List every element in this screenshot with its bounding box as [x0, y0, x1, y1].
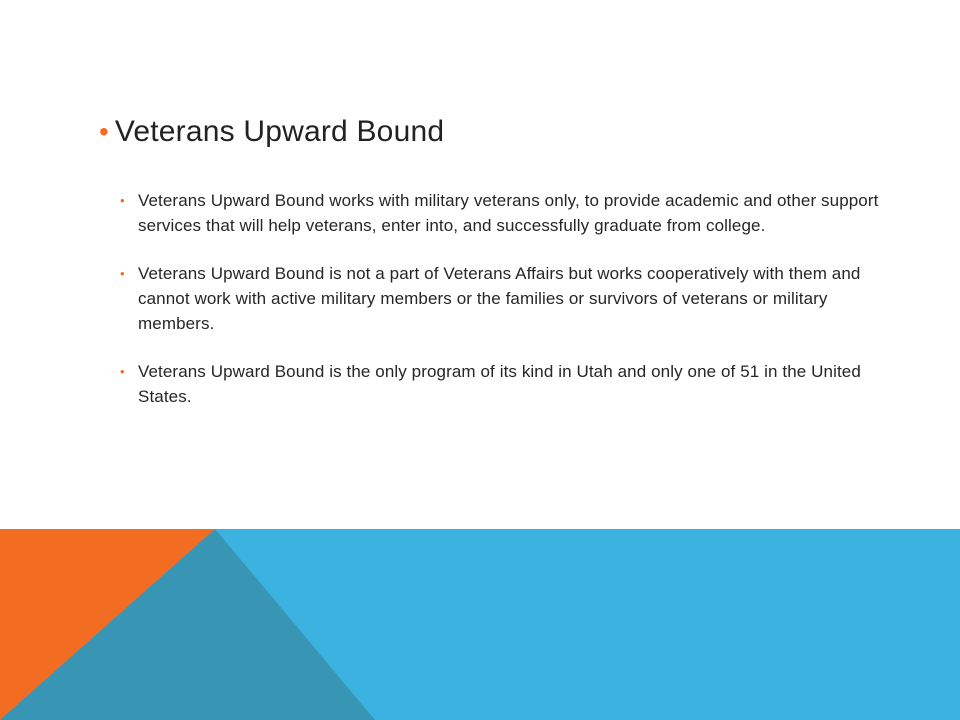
list-item-text: Veterans Upward Bound is the only program of its kind in Utah and only one of 51 in the United States. [138, 362, 861, 406]
decorative-footer-band [0, 529, 960, 720]
bullet-icon: • [120, 193, 125, 208]
list-item [120, 188, 880, 238]
footer-shapes [0, 529, 960, 720]
bullet-list [120, 188, 880, 432]
slide-heading [99, 112, 444, 152]
bullet-icon: • [120, 266, 125, 281]
bullet-icon: • [120, 364, 125, 379]
slide-title: Veterans Upward Bound [114, 115, 445, 148]
list-item-text: Veterans Upward Bound works with military veterans only, to provide academic and other support services that will help veterans, enter into, and successfully graduate from college. [138, 191, 879, 235]
list-item-text: Veterans Upward Bound is not a part of Veterans Affairs but works cooperatively with them and cannot work with active military members or the families or survivors of veterans or military members. [138, 264, 861, 333]
heading-bullet-icon: • [99, 116, 109, 147]
list-item [120, 261, 880, 336]
list-item [120, 359, 880, 409]
